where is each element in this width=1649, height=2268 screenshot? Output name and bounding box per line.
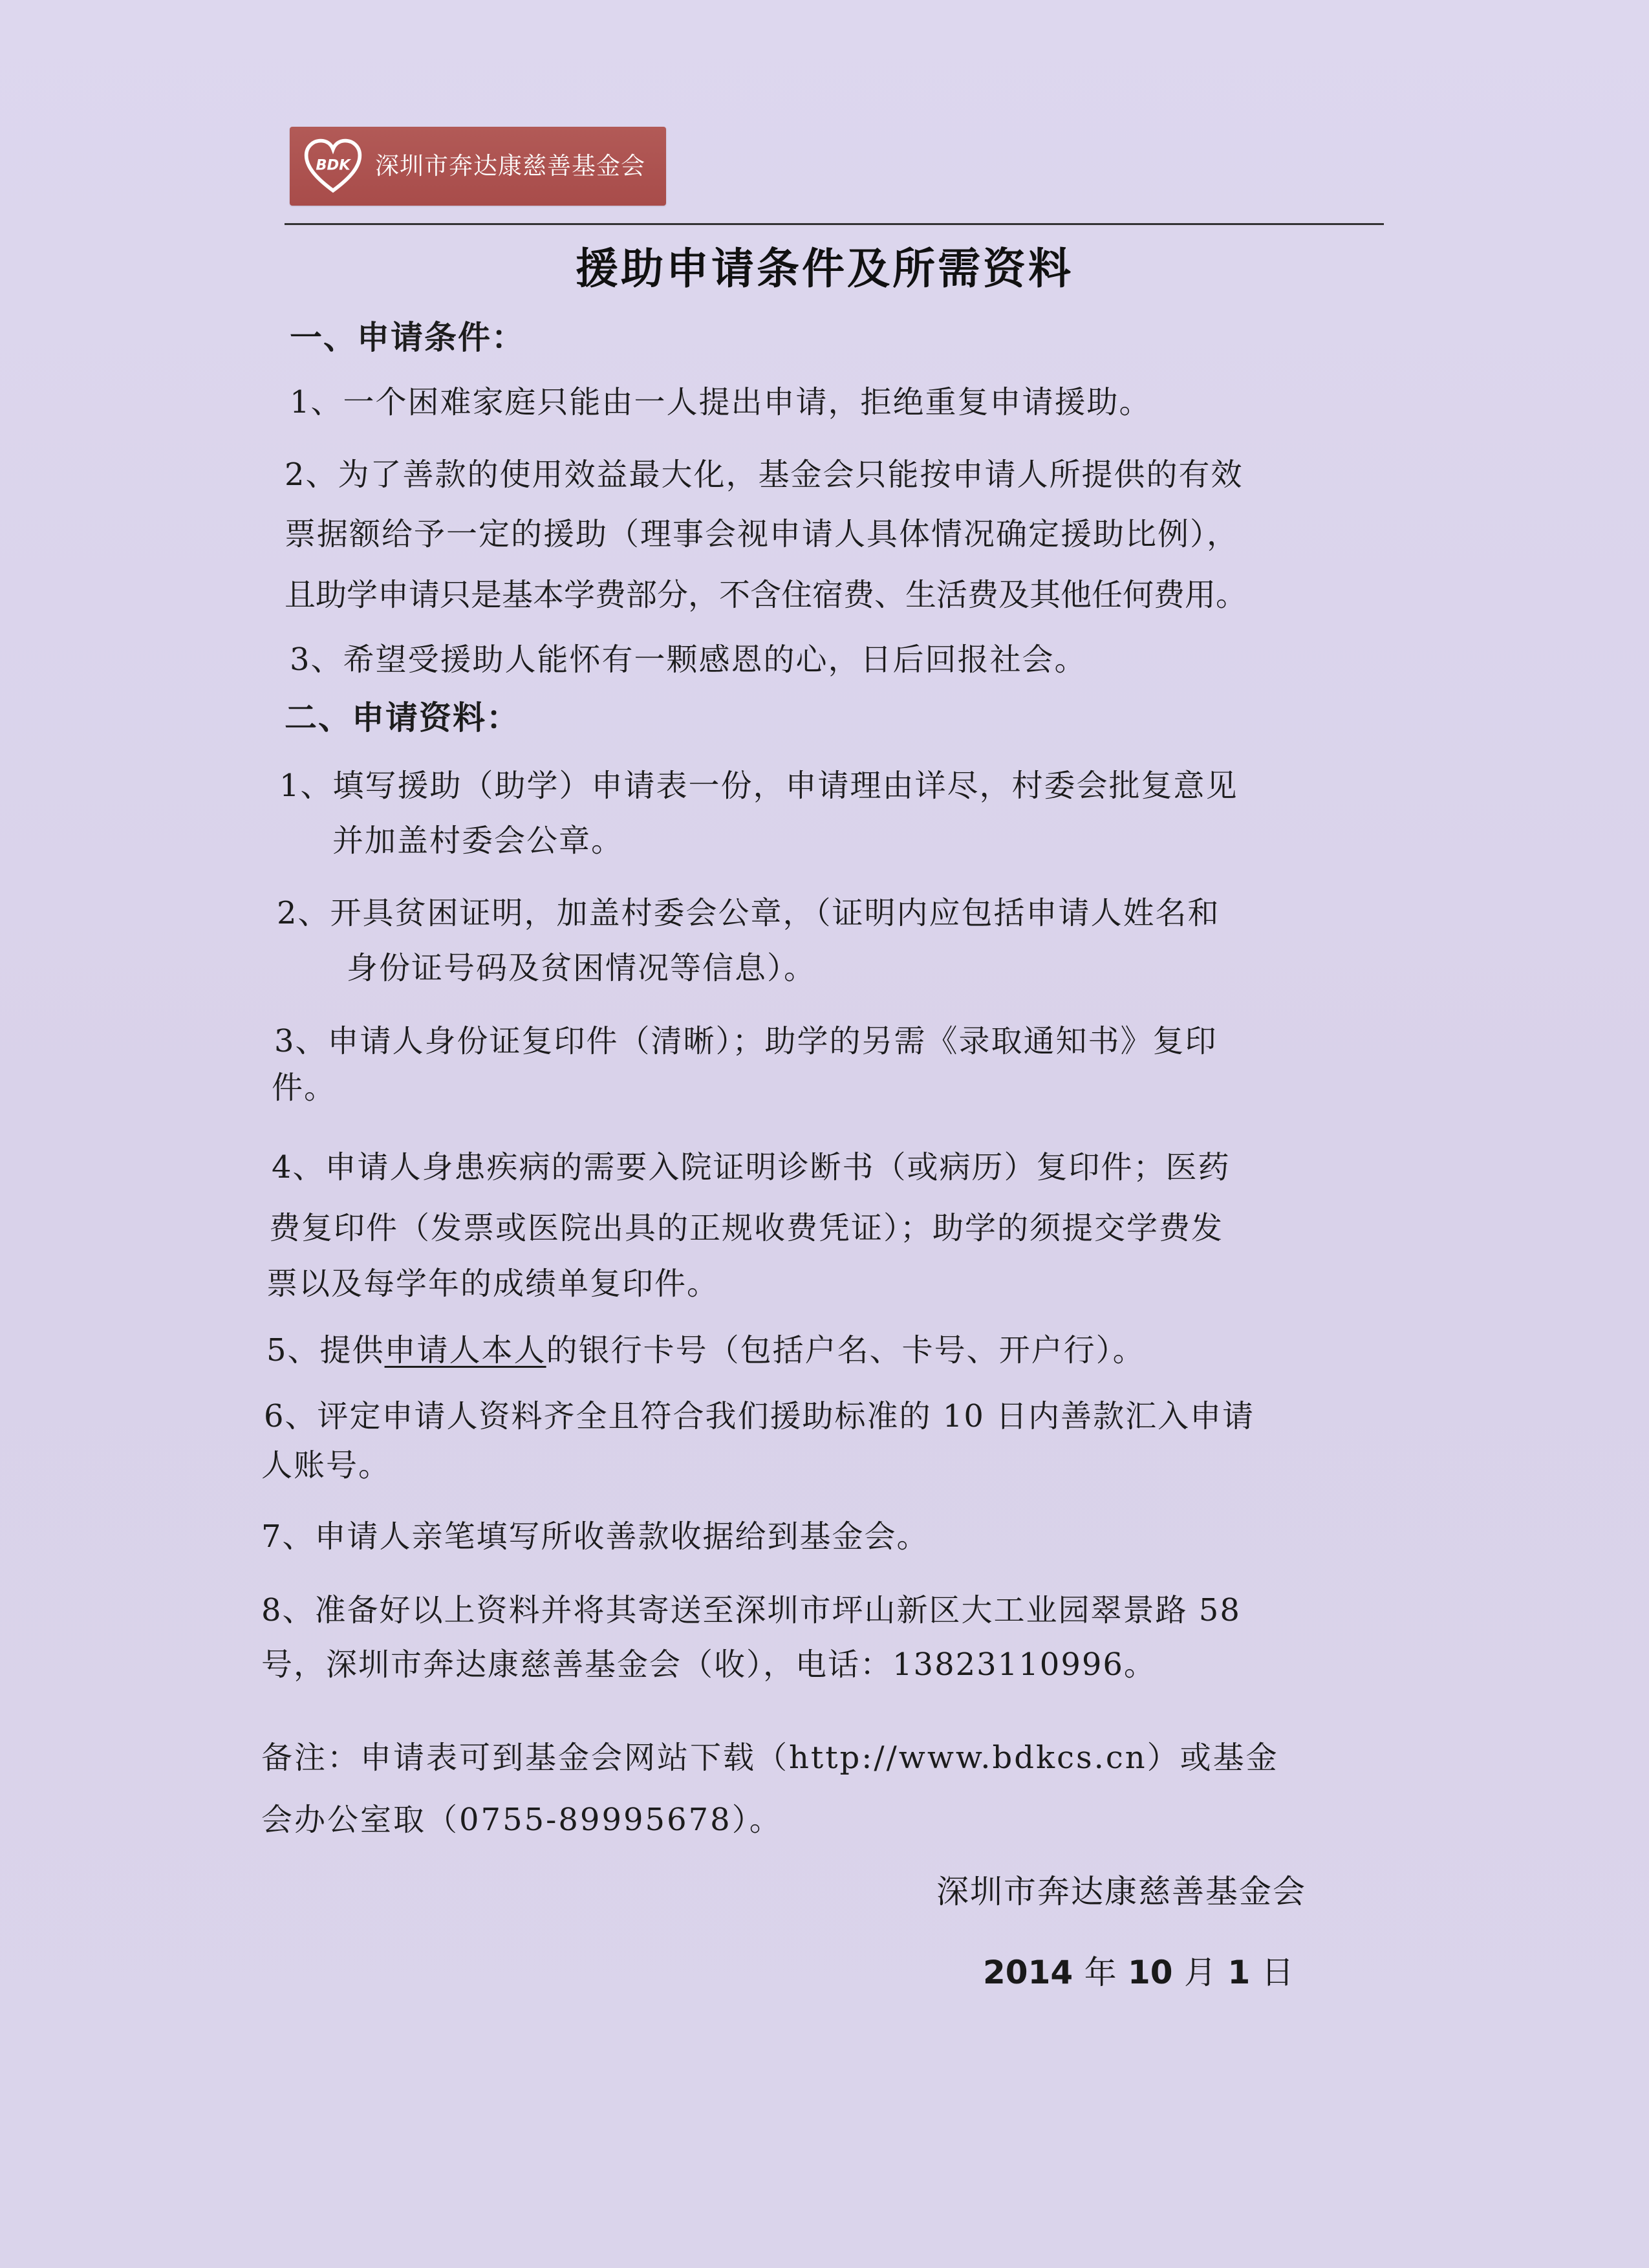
material-line: 8、准备好以上资料并将其寄送至深圳市坪山新区大工业园翠景路 58 <box>261 1592 1241 1628</box>
material-line: 件。 <box>272 1070 337 1106</box>
condition-line: 1、一个困难家庭只能由一人提出申请，拒绝重复申请援助。 <box>290 384 1152 420</box>
document-title: 援助申请条件及所需资料 <box>576 244 1073 294</box>
material-line: 人账号。 <box>261 1447 391 1484</box>
material-line: 并加盖村委会公章。 <box>332 823 624 859</box>
date-month: 10 <box>1128 1954 1173 1991</box>
signature-date <box>983 1953 1294 1992</box>
section-heading-conditions: 一、申请条件： <box>290 319 525 356</box>
condition-line: 3、希望受援助人能怀有一颗感恩的心，日后回报社会。 <box>290 642 1087 678</box>
note-line: 会办公室取（0755-89995678）。 <box>261 1802 782 1838</box>
item5-underlined-text: 申请人本人 <box>384 1332 546 1368</box>
material-line: 1、填写援助（助学）申请表一份，申请理由详尽，村委会批复意见 <box>279 768 1238 804</box>
header-divider <box>285 223 1384 225</box>
date-year-char: 年 <box>1084 1954 1117 1991</box>
signature-org: 深圳市奔达康慈善基金会 <box>936 1873 1306 1910</box>
note-line: 备注：申请表可到基金会网站下载（http://www.bdkcs.cn）或基金 <box>261 1740 1279 1776</box>
item5-suffix: 的银行卡号（包括户名、卡号、开户行）。 <box>546 1332 1145 1368</box>
date-day-char: 日 <box>1261 1954 1294 1991</box>
date-year: 2014 <box>983 1954 1073 1991</box>
condition-line: 且助学申请只是基本学费部分，不含住宿费、生活费及其他任何费用。 <box>285 577 1247 613</box>
material-line: 2、开具贫困证明，加盖村委会公章，（证明内应包括申请人姓名和 <box>277 895 1220 931</box>
logo-org-name: 深圳市奔达康慈善基金会 <box>375 152 645 180</box>
date-month-char: 月 <box>1184 1954 1217 1991</box>
material-line: 6、评定申请人资料齐全且符合我们援助标准的 10 日内善款汇入申请 <box>264 1398 1255 1434</box>
section-heading-materials: 二、申请资料： <box>285 699 520 737</box>
item5-prefix: 5、提供 <box>266 1332 385 1368</box>
material-line: 7、申请人亲笔填写所收善款收据给到基金会。 <box>261 1518 929 1555</box>
material-line: 费复印件（发票或医院出具的正规收费凭证）；助学的须提交学费发 <box>269 1210 1224 1246</box>
material-line: 号，深圳市奔达康慈善基金会（收），电话：13823110996。 <box>261 1647 1156 1683</box>
material-line: 票以及每学年的成绩单复印件。 <box>266 1266 720 1302</box>
logo-mark-text: BDK <box>316 157 350 174</box>
material-line: 4、申请人身患疾病的需要入院证明诊断书（或病历）复印件；医药 <box>272 1149 1231 1185</box>
date-day: 1 <box>1227 1954 1251 1991</box>
foundation-logo-banner <box>290 127 666 206</box>
material-line: 身份证号码及贫困情况等信息）。 <box>347 950 817 986</box>
condition-line: 票据额给予一定的援助（理事会视申请人具体情况确定援助比例）， <box>285 516 1240 552</box>
heart-logo-icon <box>303 136 363 197</box>
material-line: 3、申请人身份证复印件（清晰）；助学的另需《录取通知书》复印 <box>274 1023 1218 1059</box>
material-line-bank-card <box>266 1331 1145 1370</box>
condition-line: 2、为了善款的使用效益最大化，基金会只能按申请人所提供的有效 <box>285 457 1244 493</box>
